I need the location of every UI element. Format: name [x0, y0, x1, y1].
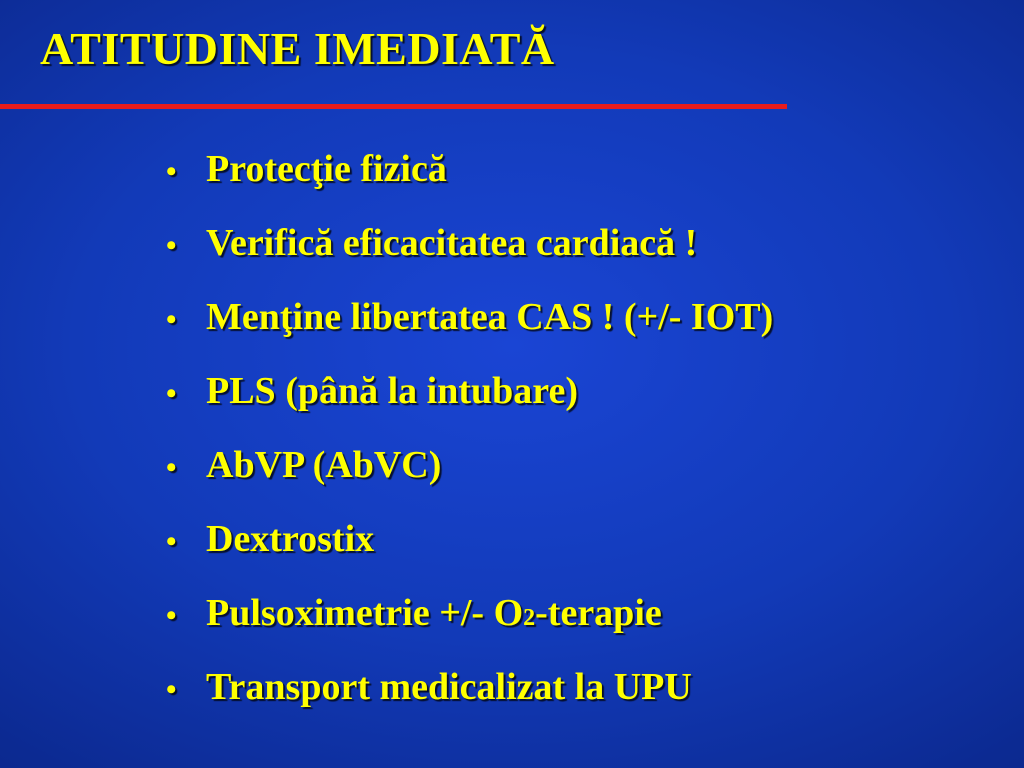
bullet-text: PLS (până la intubare)	[206, 370, 578, 412]
bullet-text: Verifică eficacitatea cardiacă !	[206, 222, 698, 264]
bullet-text	[206, 591, 662, 635]
bullet-icon: •	[166, 229, 177, 262]
bullet-icon: •	[166, 377, 177, 410]
subscript-digit: 2	[523, 605, 536, 631]
bullet-text: Dextrostix	[206, 518, 375, 560]
bullet-icon: •	[166, 451, 177, 484]
bullet-text: Menţine libertatea CAS ! (+/- IOT)	[206, 296, 774, 338]
bullet-text: AbVP (AbVC)	[206, 444, 442, 486]
title-underline	[0, 104, 787, 109]
bullet-icon: •	[166, 303, 177, 336]
bullet-item-2	[166, 221, 773, 295]
bullet-icon: •	[166, 673, 177, 706]
bullet-item-5	[166, 443, 773, 517]
bullet-icon: •	[166, 155, 177, 188]
slide-title: ATITUDINE IMEDIATĂ	[40, 23, 555, 74]
bullet-item-4	[166, 369, 773, 443]
bullet-text-suffix: -terapie	[535, 592, 662, 634]
bullet-list	[166, 147, 773, 739]
bullet-item-6	[166, 517, 773, 591]
bullet-item-8	[166, 665, 773, 739]
bullet-item-7	[166, 591, 773, 665]
bullet-icon: •	[166, 599, 177, 632]
bullet-icon: •	[166, 525, 177, 558]
bullet-text-main: Pulsoximetrie +/- O	[206, 592, 524, 634]
bullet-item-3	[166, 295, 773, 369]
bullet-item-1	[166, 147, 773, 221]
bullet-text: Transport medicalizat la UPU	[206, 666, 692, 708]
bullet-text: Protecţie fizică	[206, 148, 447, 190]
